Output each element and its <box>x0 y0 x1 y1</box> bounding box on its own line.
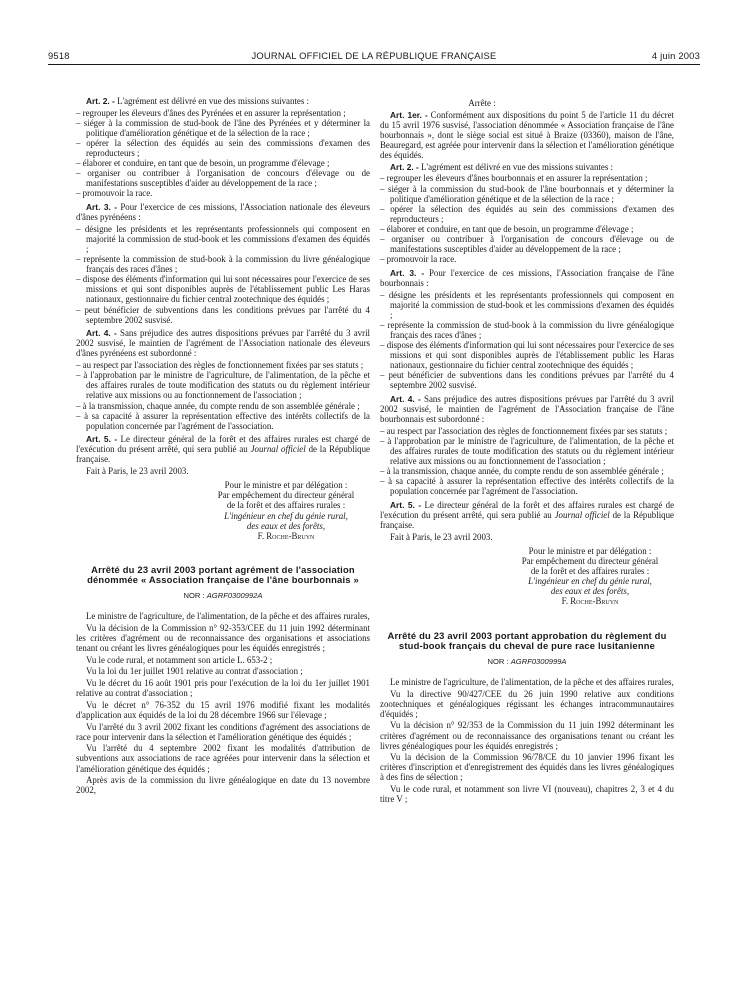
page-number: 9518 <box>48 50 70 61</box>
list-item: – siéger à la commission de stud-book de l'âne des Pyrénées et y déterminer la politique d'amélioration génétique et de la sélection de la race ; <box>76 117 370 138</box>
header-rule <box>48 64 700 65</box>
article-5-label: Art. 5. - <box>86 434 118 445</box>
list-item: – opérer la sélection des équidés au sein des commissions d'examen des reproducteurs ; <box>380 203 674 224</box>
preamble-line: Après avis de la commission du livre généalogique en date du 13 novembre 2002, <box>76 775 370 796</box>
article-3-intro: Art. 3. - Pour l'exercice de ces missions, l'Association nationale des éleveurs d'ânes pyrénéens : <box>76 202 371 223</box>
list-item: – dispose des éléments d'information qui lui sont nécessaires pour l'exercice de ses missions et qui sont disponibles auprès de l'établissement public les Haras nationaux, gestionnaire du fichier central zootechnique des équidés ; <box>380 340 674 371</box>
list-item: – désigne les présidents et les représentants professionnels qui composent en majorité la commission de stud-book et les commissions d'examen des équidés ; <box>76 223 370 254</box>
article-1: Art. 1er. - Conformément aux dispositions du point 5 de l'article 11 du décret du 15 avril 1976 susvisé, l'association dénommée « Association française de l'âne bourbonnais », dont le siège social est situé à Braize (03360), maison de l'âne, Beauregard, est agréée pour intervenir dans la sélection et l'amélioration génétique des équidés. <box>380 109 674 161</box>
decree-title: Arrêté du 23 avril 2003 portant approbation du règlement du stud-book français du cheval de pure race lusitanienne <box>387 629 667 652</box>
list-item: – dispose des éléments d'information qui lui sont nécessaires pour l'exercice de ses missions et qui sont disponibles auprès de l'établissement public Les Haras nationaux, gestionnaire du fichier central zootechnique des équidés ; <box>76 274 370 305</box>
article-3-intro: Art. 3. - Pour l'exercice de ces missions, l'Association française de l'âne bourbonnais : <box>380 267 674 288</box>
done-at: Fait à Paris, le 23 avril 2003. <box>390 531 493 542</box>
list-item: – à l'approbation par le ministre de l'agriculture, de l'alimentation, de la pêche et des affaires rurales de toute modification des statuts ou du règlement intérieur relative aux missions ou au fonctionnement de l'association ; <box>380 435 674 467</box>
publication-date: 4 juin 2003 <box>651 50 700 61</box>
nor-reference: NOR : AGRF0300992A <box>183 591 263 600</box>
signature-block: Pour le ministre et par délégation : Par empêchement du directeur général de la forêt et des affaires rurales : L'ingénieur en chef du génie rural, des eaux et des forêts, F. Roche-Bruyn <box>76 480 370 541</box>
list-item: – à sa capacité à assurer la représentation effective des intérêts collectifs de la population concernée par l'agrément de l'association. <box>380 476 674 497</box>
journal-officiel-ref: Journal officiel <box>250 444 306 455</box>
preamble-line: Vu le décret n° 76-352 du 15 avril 1976 modifié fixant les modalités d'application aux équidés de la loi du 28 décembre 1966 sur l'élevage ; <box>76 699 370 720</box>
preamble-line: Vu l'arrêté du 4 septembre 2002 fixant les modalités d'attribution de subventions aux associations de race agréées pour intervenir dans la sélection et l'amélioration génétique des équidés ; <box>76 743 370 774</box>
arrete-heading: Arrête : <box>468 98 496 108</box>
article-5-label: Art. 5. - <box>390 500 422 511</box>
list-item: – peut bénéficier de subventions dans les conditions prévues par l'arrêté du 4 septembre 2002 susvisé. <box>76 304 370 325</box>
list-item: – peut bénéficier de subventions dans les conditions prévues par l'arrêté du 4 septembre 2002 susvisé. <box>380 370 674 391</box>
list-item: – à la transmission, chaque année, du compte rendu de son assemblée générale ; <box>76 400 360 411</box>
article-4-intro: Art. 4. - Sans préjudice des autres dispositions prévues par l'arrêté du 3 avril 2002 susvisé, le maintien de l'agrément de l'Association française de l'âne bourbonnais est subordonné : <box>380 394 674 425</box>
decree-title: Arrêté du 23 avril 2003 portant agrément de l'association dénommée « Association française de l'âne bourbonnais » <box>87 563 359 586</box>
preamble-line: Vu le code rural, et notamment son article L. 653-2 ; <box>86 654 273 665</box>
list-item: – à sa capacité à assurer la représentation effective des intérêts collectifs de la population concernée par l'agrément de l'association. <box>76 410 370 431</box>
preamble-line: Vu l'arrêté du 3 avril 2002 fixant les conditions d'agrément des associations de race pour intervenir dans la sélection et l'amélioration génétique des équidés ; <box>76 721 370 742</box>
article-4-label: Art. 4. - <box>86 328 117 339</box>
list-item: – regrouper les éleveurs d'ânes des Pyrénées et en assurer la représentation ; <box>76 107 346 118</box>
article-2-intro: Art. 2. - L'agrément est délivré en vue des missions suivantes : <box>86 96 309 106</box>
list-item: – représente la commission de stud-book à la commission du livre généalogique français des races d'ânes ; <box>76 254 370 275</box>
preamble-line: Vu la décision n° 92/353 de la Commission du 11 juin 1992 déterminant les critères d'agrément ou de reconnaissance des organisations tenant ou créant les livres généalogiques pour les équidés enregistrés ; <box>380 720 674 751</box>
preamble-line: Vu la directive 90/427/CEE du 26 juin 1990 relative aux conditions zootechniques et généalogiques régissant les échanges intracommunautaires d'équidés ; <box>380 688 674 719</box>
journal-officiel-ref: Journal officiel <box>554 510 610 521</box>
list-item: – promouvoir la race. <box>76 188 153 199</box>
list-item: – élaborer et conduire, en tant que de besoin, un programme d'élevage ; <box>76 158 330 169</box>
journal-title: JOURNAL OFFICIEL DE LA RÉPUBLIQUE FRANÇAISE <box>251 50 497 61</box>
list-item: – au respect par l'association des règles de fonctionnement fixées par ses statuts ; <box>380 425 668 436</box>
list-item: – opérer la sélection des équidés au sein des commissions d'examen des reproducteurs ; <box>76 137 370 159</box>
list-item: – représente la commission de stud-book à la commission du livre généalogique français des races d'ânes ; <box>380 319 674 340</box>
preamble-line: Vu la décision de la Commission 96/78/CE du 10 janvier 1996 fixant les critères d'inscription et d'enregistrement des équidés dans les livres généalogiques à des fins de sélection ; <box>380 752 674 783</box>
signature-block: Pour le ministre et par délégation : Par empêchement du directeur général de la forêt et des affaires rurales : L'ingénieur en chef du génie rural, des eaux et des forêts, F. Roche-Bruyn <box>380 546 674 607</box>
article-4-intro: Art. 4. - Sans préjudice des autres dispositions prévues par l'arrêté du 3 avril 2002 susvisé, le maintien de l'agrément de l'Association nationale des éleveurs d'ânes pyrénéens est subordonné : <box>76 328 370 359</box>
article-1-label: Art. 1er. - <box>390 109 428 120</box>
article-3-label: Art. 3. - <box>390 267 425 278</box>
list-item: – désigne les présidents et les représentants professionnels qui composent en majorité la commission de stud-book et les commissions d'examen des équidés ; <box>380 289 674 320</box>
preamble-line: Vu la loi du 1er juillet 1901 relative au contrat d'association ; <box>86 666 303 677</box>
right-column <box>380 98 674 806</box>
signatory-name: F. Roche-Bruyn <box>561 596 619 607</box>
list-item: – organiser ou contribuer à l'organisation de concours d'élevage ou de manifestations susceptibles d'aider au développement de la race ; <box>76 168 370 189</box>
preamble-line: Vu le décret du 16 août 1901 pris pour l'exécution de la loi du 1er juillet 1901 relative au contrat d'association ; <box>76 678 370 699</box>
list-item: – à la transmission, chaque année, du compte rendu de son assemblée générale ; <box>380 466 664 477</box>
list-item: – à l'approbation par le ministre de l'agriculture, de l'alimentation, de la pêche et des affaires rurales de toute modification des statuts ou du règlement intérieur relative aux missions ou au fonctionnement de l'association ; <box>76 370 370 401</box>
list-item: – promouvoir la race. <box>380 254 457 265</box>
preamble-line: Le ministre de l'agriculture, de l'alimentation, de la pêche et des affaires rurales, <box>86 611 370 622</box>
list-item: – siéger à la commission du stud-book de l'âne bourbonnais et y déterminer la politique d'amélioration génétique et de la sélection de la race ; <box>380 183 674 204</box>
list-item: – élaborer et conduire, en tant que de besoin, un programme d'élevage ; <box>380 223 634 234</box>
preamble-line: Vu la décision de la Commission n° 92-353/CEE du 11 juin 1992 déterminant les critères d'agrément ou de reconnaissance des organisations et associations tenant ou créant les livres généalogiques pour les équidés enregistrés ; <box>76 622 370 653</box>
article-5: Art. 5. - Le directeur général de la forêt et des affaires rurales est chargé de l'exécution du présent arrêté, qui sera publié au Journal officiel de la République française. <box>380 500 675 531</box>
list-item: – au respect par l'association des règles de fonctionnement fixées par ses statuts ; <box>76 360 364 371</box>
list-item: – organiser ou contribuer à l'organisation de concours d'élevage ou de manifestations susceptibles d'aider au développement de la race ; <box>380 234 674 255</box>
left-column <box>76 96 370 797</box>
article-2-label: Art. 2. - <box>390 161 419 172</box>
article-2-label: Art. 2. - <box>86 96 115 106</box>
article-2-intro: Art. 2. - L'agrément est délivré en vue des missions suivantes : <box>390 161 613 172</box>
signatory-name: F. Roche-Bruyn <box>257 530 315 541</box>
nor-reference: NOR : AGRF0300999A <box>487 656 567 666</box>
article-5: Art. 5. - Le directeur général de la forêt et des affaires rurales est chargé de l'exécution du présent arrêté, qui sera publié au Journal officiel de la République française. <box>76 434 371 465</box>
article-3-label: Art. 3. - <box>86 202 118 213</box>
article-4-label: Art. 4. - <box>390 394 421 404</box>
list-item: – regrouper les éleveurs d'ânes bourbonnais et en assurer la représentation ; <box>380 173 648 184</box>
done-at: Fait à Paris, le 23 avril 2003. <box>86 466 189 477</box>
preamble-line: Vu le code rural, et notamment son livre VI (nouveau), chapitres 2, 3 et 4 du titre V ; <box>380 784 674 805</box>
preamble-line: Le ministre de l'agriculture, de l'alimentation, de la pêche et des affaires rurales, <box>390 676 674 687</box>
